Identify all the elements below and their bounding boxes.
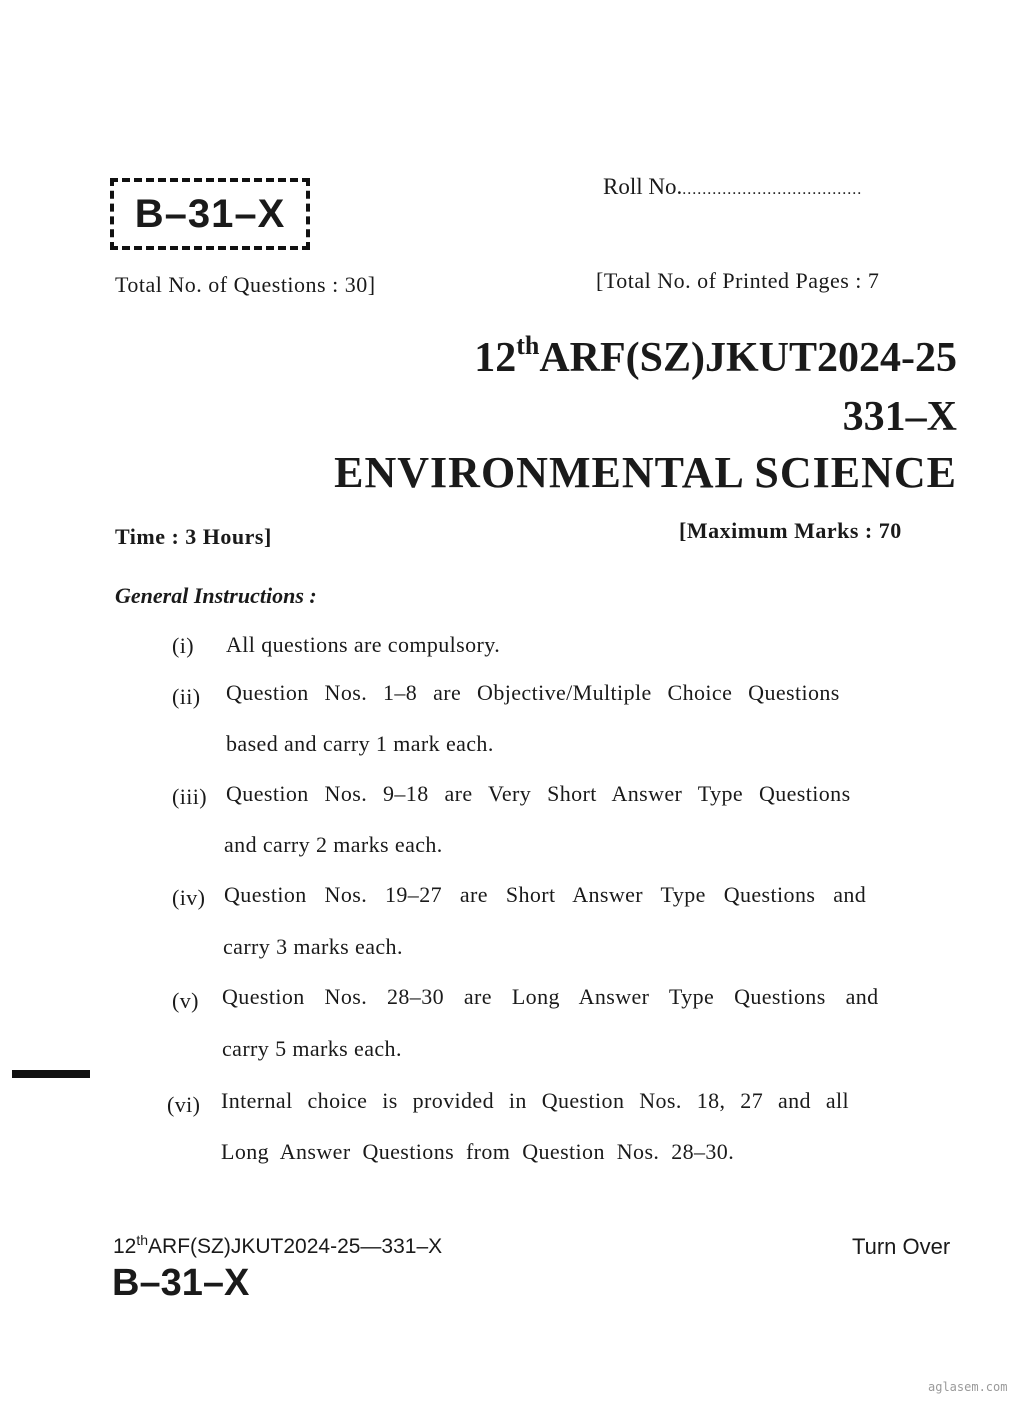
maximum-marks: [Maximum Marks : 70 <box>679 518 902 543</box>
instruction-text: Question Nos. 19–27 are Short Answer Type Questions and <box>224 882 867 907</box>
instruction-text: carry 5 marks each. <box>222 1036 402 1061</box>
exam-code-superscript: th <box>516 331 540 360</box>
instruction-text: Question Nos. 28–30 are Long Answer Type Questions and <box>222 984 879 1009</box>
instruction-text: and carry 2 marks each. <box>224 832 443 857</box>
instruction-text: Question Nos. 9–18 are Very Short Answer Type Questions <box>226 781 851 806</box>
footer-paper-code: B–31–X <box>112 1262 250 1304</box>
instruction-number: (iv) <box>172 885 206 910</box>
instruction-number: (v) <box>172 988 199 1013</box>
instruction-number: (iii) <box>172 784 207 809</box>
exam-code-heading: 12thARF(SZ)JKUT2024-25 <box>474 331 957 381</box>
total-questions: Total No. of Questions : 30] <box>115 272 376 297</box>
roll-number-label: Roll No. <box>603 174 683 199</box>
instruction-text: based and carry 1 mark each. <box>226 731 494 756</box>
instruction-text: Long Answer Questions from Question Nos. 28–30. <box>221 1139 735 1164</box>
subject-title: ENVIRONMENTAL SCIENCE <box>334 448 957 497</box>
scan-margin-mark <box>12 1070 90 1078</box>
general-instructions-heading: General Instructions : <box>115 583 317 608</box>
roll-number-dots: .................................... <box>682 181 863 198</box>
instruction-text: Internal choice is provided in Question Nos. 18, 27 and all <box>221 1088 850 1113</box>
instruction-number: (ii) <box>172 684 201 709</box>
paper-code-heading: 331–X <box>842 394 957 440</box>
footer-code-superscript: th <box>136 1232 149 1248</box>
footer-exam-code: 12thARF(SZ)JKUT2024-25—331–X <box>113 1232 443 1258</box>
instruction-text: Question Nos. 1–8 are Objective/Multiple Choice Questions <box>226 680 840 705</box>
total-printed-pages: [Total No. of Printed Pages : 7 <box>596 268 880 293</box>
source-watermark: aglasem.com <box>928 1380 1008 1394</box>
roll-number-field <box>603 174 862 200</box>
instruction-text: All questions are compulsory. <box>226 632 501 657</box>
instruction-number: (i) <box>172 633 194 658</box>
paper-code-box-text: B–31–X <box>134 191 286 236</box>
turn-over-label: Turn Over <box>852 1234 951 1259</box>
instruction-text: carry 3 marks each. <box>223 934 403 959</box>
time-allowed: Time : 3 Hours] <box>115 524 272 549</box>
paper-code-box <box>110 178 310 250</box>
instruction-number: (vi) <box>167 1092 201 1117</box>
